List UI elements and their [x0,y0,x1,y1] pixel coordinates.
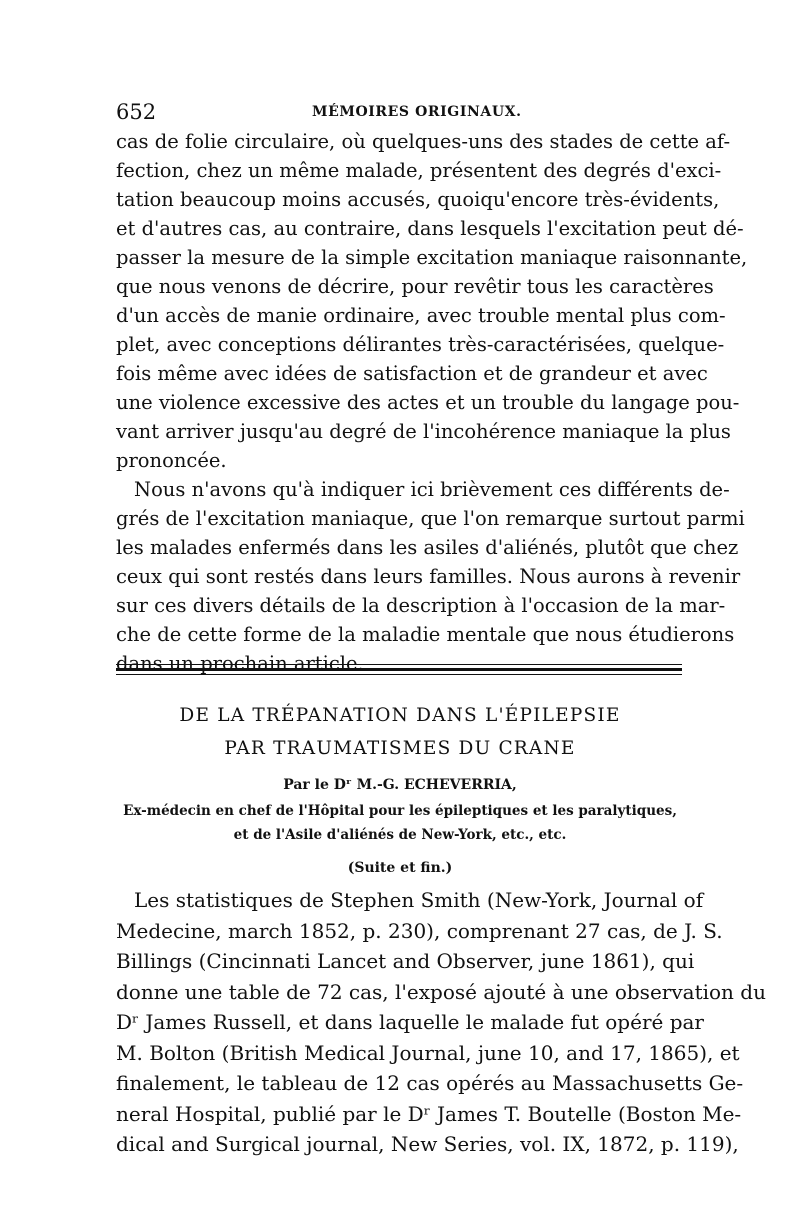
text-line: neral Hospital, publié par le Dʳ James T. Boutelle (Boston Me- [116,1101,742,1126]
paragraph-excitation-maniaque [116,475,745,678]
author-byline: Par le Dʳ M.-G. ECHEVERRIA, [283,777,517,793]
paragraph-statistiques [116,885,766,1160]
text-line: dical and Surgical journal, New Series, vol. IX, 1872, p. 119), [116,1132,739,1156]
text-line: les malades enfermés dans les asiles d'aliénés, plutôt que chez [116,536,739,559]
section-divider-thick [116,668,682,671]
text-line: donne une table de 72 cas, l'exposé ajouté à une observation du [116,979,766,1004]
text-line: Billings (Cincinnati Lancet and Observer, june 1861), qui [116,949,695,973]
text-line: Medecine, march 1852, p. 230), comprenant 27 cas, de J. S. [116,918,723,943]
text-line: fection, chez un même malade, présentent des degrés d'exci- [116,159,722,182]
article-title-line-1: DE LA TRÉPANATION DANS L'ÉPILEPSIE [179,705,621,726]
text-line: prononcée. [116,449,227,472]
text-line: M. Bolton (British Medical Journal, june 10, and 17, 1865), et [116,1040,740,1065]
author-affiliation-line-2: et de l'Asile d'aliénés de New-York, etc., etc. [233,827,567,843]
text-line: d'un accès de manie ordinaire, avec trouble mental plus com- [116,304,726,327]
text-line: Les statistiques de Stephen Smith (New-York, Journal of [134,888,704,912]
running-title: MÉMOIRES ORIGINAUX. [312,104,522,120]
text-line: che de cette forme de la maladie mentale que nous étudierons [116,623,735,646]
text-line: Dʳ James Russell, et dans laquelle le malade fut opéré par [116,1010,704,1034]
text-line: ceux qui sont restés dans leurs familles. Nous aurons à revenir [116,565,741,588]
text-line: passer la mesure de la simple excitation maniaque raisonnante, [116,246,748,269]
text-line: tation beaucoup moins accusés, quoiqu'encore très-évidents, [116,188,720,211]
text-line: sur ces divers détails de la description à l'occasion de la mar- [116,594,726,617]
text-line: plet, avec conceptions délirantes très-caractérisées, quelque- [116,333,725,356]
text-line: et d'autres cas, au contraire, dans lesquels l'excitation peut dé- [116,217,744,240]
text-line: dans un prochain article. [116,652,364,675]
section-divider-thin [116,664,682,665]
text-line: que nous venons de décrire, pour revêtir tous les caractères [116,275,714,298]
section-divider-thin [116,674,682,675]
text-line: cas de folie circulaire, où quelques-uns des stades de cette af- [116,130,731,153]
paragraph-folie-circulaire [116,127,748,475]
text-line: grés de l'excitation maniaque, que l'on remarque surtout parmi [116,507,745,530]
page-number: 652 [116,100,157,124]
article-title-line-2: PAR TRAUMATISMES DU CRANE [224,738,576,759]
author-affiliation-line-1: Ex-médecin en chef de l'Hôpital pour les épileptiques et les paralytiques, [123,803,677,819]
text-line: fois même avec idées de satisfaction et de grandeur et avec [116,362,708,385]
text-line: Nous n'avons qu'à indiquer ici brièvement ces différents de- [134,478,730,501]
text-line: finalement, le tableau de 12 cas opérés au Massachusetts Ge- [116,1071,744,1095]
text-line: une violence excessive des actes et un trouble du langage pou- [116,391,740,414]
running-head [116,100,682,124]
continuation-note: (Suite et fin.) [347,860,453,876]
text-line: vant arriver jusqu'au degré de l'incohérence maniaque la plus [116,420,731,443]
